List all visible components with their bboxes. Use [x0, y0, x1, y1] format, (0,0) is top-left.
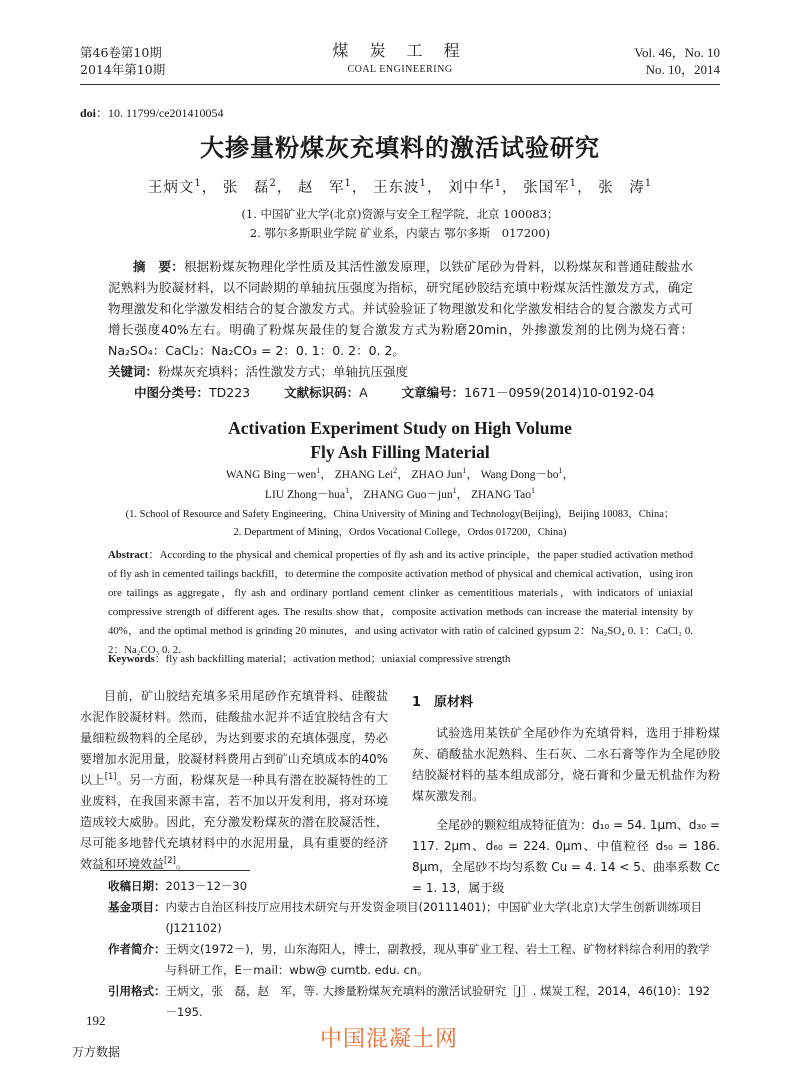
body-left-column	[80, 686, 388, 875]
doi: doi：10. 11799/ce201410054	[80, 106, 224, 120]
footnote-citation: 引用格式： 王炳文，张 磊，赵 军，等. 大掺量粉煤灰充填料的激活试验研究［J］. 煤炭工程，2014，46(10)：192－195.	[108, 984, 710, 1019]
title-cn: 大掺量粉煤灰充填料的激活试验研究	[200, 134, 600, 162]
section-heading-materials: 1 原材料	[412, 695, 474, 710]
affiliation-en-2: 2. Department of Mining，Ordos Vocational College，Ordos 017200，China)	[233, 527, 567, 538]
header-left	[80, 44, 165, 78]
affiliation-cn-1: (1. 中国矿业大学(北京)资源与安全工程学院，北京 100083；	[241, 207, 559, 221]
footnotes	[108, 876, 720, 1023]
volume-en: Vol. 46，No. 10	[634, 45, 720, 60]
journal-title	[300, 42, 500, 78]
footnote-funding: 基金项目： 内蒙古自治区科技厅应用技术研究与开发资金项目(20111401)；中国矿业大学(北京)大学生创新训练项目(J121102)	[108, 900, 702, 935]
abstract-cn: 摘 要：根据粉煤灰物理化学性质及其活性激发原理，以铁矿尾砂为骨料，以粉煤灰和普通硅酸盐水泥熟料为胶凝材料，以不同龄期的单轴抗压强度为指标，研究尾砂胶结充填中粉煤灰活性激发方式，确定物理激发和化学激发相结合的复合激发方式。并试验验证了物理激发和化学激发相结合的复合激发方式可增长强度40%左右。明确了粉煤灰最佳的复合激发方式为粉磨20min，外掺激发剂的比例为烧石膏：Na₂SO₄：CaCl₂：Na₂CO₃ = 2：0. 1：0. 2：0. 2。	[108, 259, 693, 358]
abstract-en: Abstract：According to the physical and chemical properties of fly ash and its active principle，the paper studied activation method of fly ash in cemented tailings backfill，to determine the composite activation method of physical and chemical activation，using iron ore tailings as aggregate，fly ash and ordinary portland cement clinker as cementitious materials，with indicators of uniaxial compressive strength of different ages. The results show that，composite activation methods can increase the material intensity by 40%，and the optimal method is grinding 20 minutes，and using activator with ratio of calcined gypsum 2：Na₂SO₄ 0. 1：CaCl₂ 0. 2：Na₂CO₃ 0. 2.	[108, 549, 693, 656]
classification-line: 中图分类号：TD223 文献标识码：A 文章编号：1671－0959(2014)10-0192-04	[134, 385, 655, 400]
authors-en-line-1: WANG Bing－wen$^1$， ZHANG Lei$^2$， ZHAO Jun$^1$， Wang $Dong-bo^1$，	[225, 466, 575, 481]
header-right	[634, 44, 720, 78]
source-label: 万方数据	[72, 1045, 121, 1059]
body-right-column	[412, 692, 720, 899]
authors-en-line-2: LIU Zhong－hua$^1$， ZHANG Guo－jun$^1$， ZHANG Tao$^1$	[264, 486, 536, 501]
affiliation-cn-2: 2. 鄂尔多斯职业学院 矿业系，内蒙古 鄂尔多斯 017200)	[249, 226, 551, 240]
journal-name-cn: 煤 炭 工 程	[332, 41, 468, 60]
footnote-author-bio: 作者简介： 王炳文(1972－)，男，山东海阳人，博士，副教授，现从事矿业工程、岩土工程、矿物材料综合利用的教学与科研工作，E－mail：wbw@ cumtb. edu. cn。	[108, 942, 710, 977]
year-cn: 2014年第10期	[80, 62, 166, 77]
intro-paragraph: 目前，矿山胶结充填多采用尾砂作充填骨料、硅酸盐水泥作胶凝材料。然而，硅酸盐水泥并不适宜胶结含有大量细粒级物料的全尾砂，为达到要求的充填体强度，势必要增加水泥用量，胶凝材料费用占到矿山充填成本的40%以上[1]。另一方面，粉煤灰是一种具有潜在胶凝特性的工业废料，在我国来源丰富，若不加以开发利用，将对环境造成较大威胁。因此，充分激发粉煤灰的潜在胶凝活性，尽可能多地替代充填材料中的水泥用量，具有重要的经济效益和环境效益[2]。	[80, 689, 388, 871]
title-en-line-1: Activation Experiment Study on High Volume	[228, 418, 572, 438]
footnote-received: 收稿日期： 2013－12－30	[108, 879, 248, 893]
materials-paragraph-2: 全尾砂的颗粒组成特征值为：d₁₀ = 54. 1μm、d₃₀ = 117. 2μm、d₆₀ = 224. 0μm、中值粒径 d₅₀ = 186. 8μm，全尾砂不均匀系数 Cu = 4. 14 < 5、曲率系数 Cc = 1. 13，属于级	[412, 818, 720, 895]
header-divider	[80, 84, 720, 85]
footnote-divider	[100, 870, 250, 871]
keywords-cn: 关键词：粉煤灰充填料；活性激发方式；单轴抗压强度	[108, 364, 409, 379]
volume-cn: 第46卷第10期	[80, 45, 162, 60]
issue-en: No. 10，2014	[645, 62, 720, 77]
materials-paragraph-1: 试验选用某铁矿全尾砂作为充填骨料，选用于排粉煤灰、硝酸盐水泥熟料、生石灰、二水石膏等作为全尾砂胶结胶凝材料的基本组成部分，烧石膏和少量无机盐作为粉煤灰激发剂。	[412, 726, 720, 803]
authors-cn: 王炳文$^1$， 张 磊$^2$， 赵 军$^1$， 王东波$^1$， 刘中华$^1$， 张国军$^1$， 张 涛$^1$	[147, 178, 653, 196]
journal-name-en: COAL ENGINEERING	[347, 64, 453, 75]
affiliation-en-1: (1. School of Resource and Safety Engineering，China University of Mining and Technology(Beijing)，Beijing 10083，China；	[125, 509, 675, 520]
title-en-line-2: Fly Ash Filling Material	[310, 442, 490, 462]
watermark: 中国混凝土网	[320, 1027, 459, 1052]
keywords-en: Keywords：fly ash backfilling material；activation method；uniaxial compressive strength	[108, 653, 511, 665]
title-en	[80, 416, 720, 464]
page-number: 192	[86, 1013, 106, 1028]
